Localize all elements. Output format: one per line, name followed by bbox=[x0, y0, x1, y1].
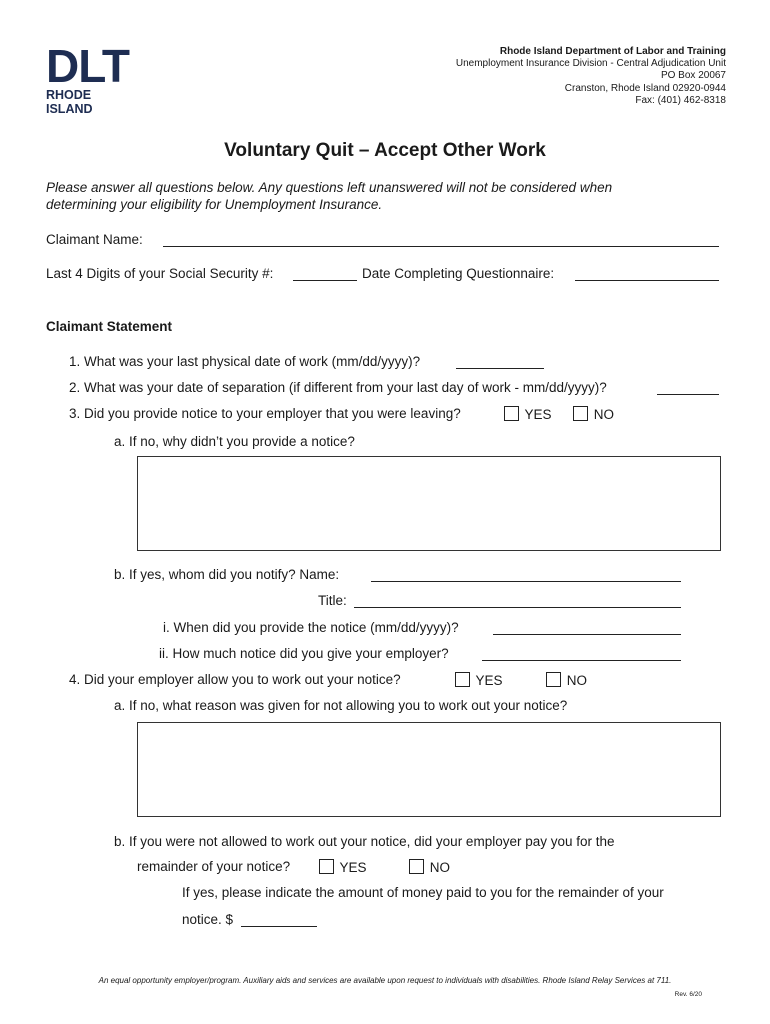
question-3b: b. If yes, whom did you notify? Name: bbox=[114, 567, 340, 582]
no-label: NO bbox=[429, 860, 451, 875]
fax-line: Fax: (401) 462-8318 bbox=[635, 94, 726, 106]
separation-date-field[interactable] bbox=[657, 380, 719, 395]
ssn-field[interactable] bbox=[293, 266, 357, 281]
city-line: Cranston, Rhode Island 02920-0944 bbox=[564, 82, 726, 94]
q4a-answer-box[interactable] bbox=[137, 722, 721, 817]
q4-no-option[interactable] bbox=[546, 672, 587, 688]
question-3: 3. Did you provide notice to your employer that you were leaving? bbox=[69, 406, 461, 421]
notified-title-field[interactable] bbox=[354, 593, 681, 608]
yes-label: YES bbox=[524, 407, 552, 422]
q4b-yes-checkbox[interactable] bbox=[319, 859, 334, 874]
q4-no-checkbox[interactable] bbox=[546, 672, 561, 687]
question-3a: a. If no, why didn’t you provide a notice? bbox=[114, 434, 355, 449]
yes-label: YES bbox=[475, 673, 503, 688]
q3-yes-checkbox[interactable] bbox=[504, 406, 519, 421]
footer-notice: An equal opportunity employer/program. Auxiliary aids and services are available upon request to individuals with disabilities. Rhode Island Relay Services at 711. bbox=[98, 976, 672, 985]
page-title: Voluntary Quit – Accept Other Work bbox=[224, 140, 546, 161]
notice-amount-field[interactable] bbox=[482, 646, 681, 661]
q4b-followup: If yes, please indicate the amount of money paid to you for the remainder of your bbox=[182, 885, 664, 900]
q4-yes-checkbox[interactable] bbox=[455, 672, 470, 687]
question-4a: a. If no, what reason was given for not allowing you to work out your notice? bbox=[114, 698, 568, 713]
no-label: NO bbox=[593, 407, 615, 422]
q3a-answer-box[interactable] bbox=[137, 456, 721, 551]
question-3b-ii: ii. How much notice did you give your employer? bbox=[159, 646, 449, 661]
po-box: PO Box 20067 bbox=[660, 70, 726, 82]
division-name: Unemployment Insurance Division - Central Adjudication Unit bbox=[455, 58, 726, 70]
logo-text: DLT bbox=[46, 40, 130, 92]
amount-paid-field[interactable] bbox=[241, 912, 317, 927]
dlt-logo bbox=[46, 40, 136, 116]
yes-label: YES bbox=[339, 860, 367, 875]
question-4b: b. If you were not allowed to work out your notice, did your employer pay you for the bbox=[114, 834, 615, 849]
last-work-date-field[interactable] bbox=[456, 354, 544, 369]
date-completing-field[interactable] bbox=[575, 266, 719, 281]
notified-name-field[interactable] bbox=[371, 567, 681, 582]
q3-no-checkbox[interactable] bbox=[573, 406, 588, 421]
revision-date: Rev. 6/20 bbox=[674, 991, 702, 998]
question-3b-i: i. When did you provide the notice (mm/dd/yyyy)? bbox=[163, 620, 459, 635]
question-2: 2. What was your date of separation (if different from your last day of work - mm/dd/yyyy)? bbox=[69, 380, 607, 395]
logo-subtext: RHODE ISLAND bbox=[46, 88, 93, 116]
date-completing-label: Date Completing Questionnaire: bbox=[362, 266, 555, 281]
no-label: NO bbox=[566, 673, 588, 688]
question-4b-cont: remainder of your notice? bbox=[137, 859, 291, 874]
title-label: Title: bbox=[318, 593, 347, 608]
section-title: Claimant Statement bbox=[46, 319, 173, 334]
q4b-amount-label: notice. $ bbox=[182, 912, 234, 927]
ssn-label: Last 4 Digits of your Social Security #: bbox=[46, 266, 274, 281]
question-1: 1. What was your last physical date of work (mm/dd/yyyy)? bbox=[69, 354, 421, 369]
instructions: Please answer all questions below. Any questions left unanswered will not be considered when determining your eligibility for Unemployment Insurance. bbox=[46, 180, 613, 212]
q4b-yes-option[interactable] bbox=[319, 859, 367, 875]
q4b-no-option[interactable] bbox=[409, 859, 450, 875]
q4b-no-checkbox[interactable] bbox=[409, 859, 424, 874]
claimant-name-field[interactable] bbox=[163, 232, 719, 247]
question-4: 4. Did your employer allow you to work out your notice? bbox=[69, 672, 401, 687]
agency-address bbox=[456, 46, 726, 107]
q3-no-option[interactable] bbox=[573, 406, 614, 422]
q4-yes-option[interactable] bbox=[455, 672, 503, 688]
claimant-name-label: Claimant Name: bbox=[46, 232, 143, 247]
q3-yes-option[interactable] bbox=[504, 406, 552, 422]
notice-date-field[interactable] bbox=[493, 620, 681, 635]
org-name: Rhode Island Department of Labor and Training bbox=[499, 46, 726, 57]
